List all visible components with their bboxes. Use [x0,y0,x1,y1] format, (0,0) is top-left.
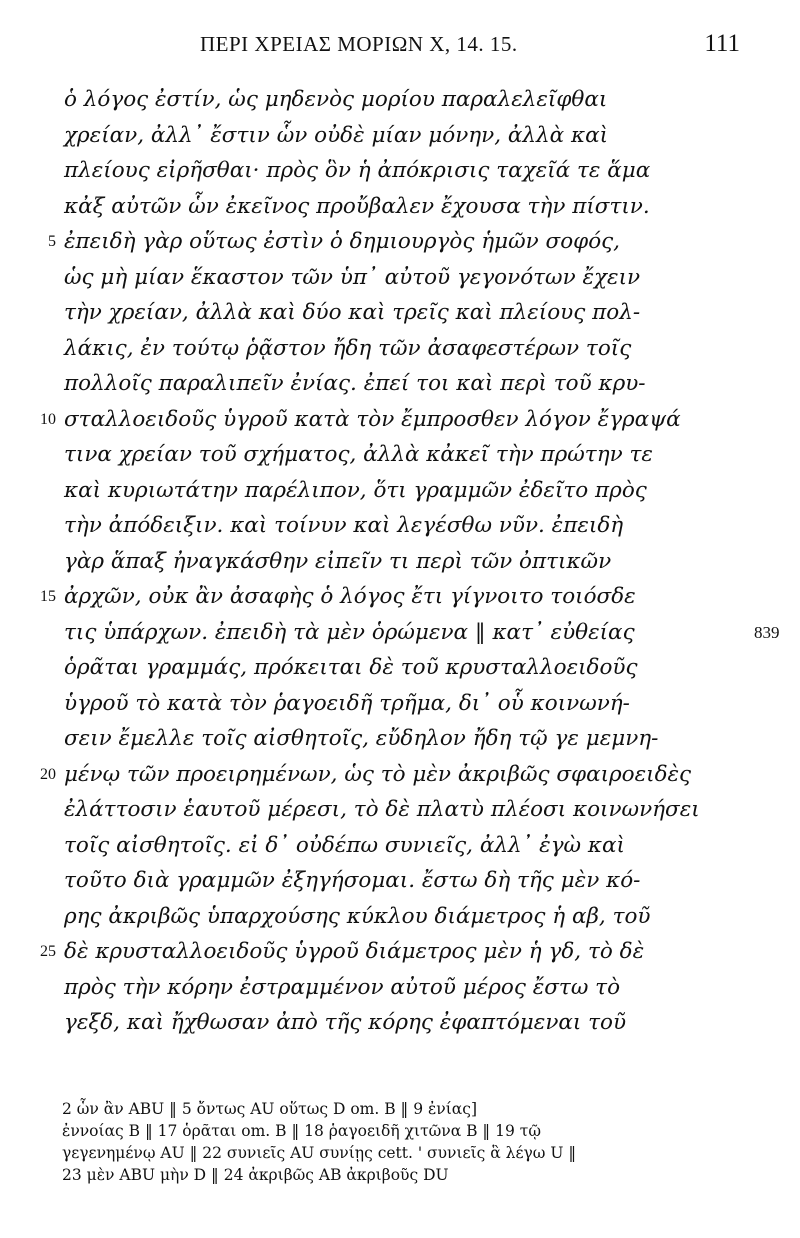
text-line [40,757,754,793]
line-text: τὴν χρείαν, ἀλλὰ καὶ δύο καὶ τρεῖς καὶ πλείους πολ- [64,300,641,325]
text-line [48,224,754,260]
text-line [64,153,754,189]
text-line [64,686,754,722]
line-text: δὲ κρυσταλλοειδοῦς ὑγροῦ διάμετρος μὲν ἡ γδ, τὸ δὲ [64,939,645,964]
margin-page-reference: 839 [754,622,780,642]
line-text: πλείους εἰρῆσθαι· πρὸς ὃν ἡ ἀπόκρισις ταχεῖά τε ἅμα [64,158,651,183]
page-number: 111 [704,30,740,57]
text-line [64,366,754,402]
line-text: σειν ἔμελλε τοῖς αἰσθητοῖς, εὔδηλον ἤδη τῷ γε μεμνη- [64,726,659,751]
footnote-text: 2 ὧν ἂν ABU ‖ 5 ὄντως AU οὕτως D om. B ‖ 9 ἐνίας] [62,1100,478,1118]
text-line [64,721,754,757]
line-text: ὑγροῦ τὸ κατὰ τὸν ῥαγοειδῆ τρῆμα, δι᾽ οὗ κοινωνή- [64,690,630,716]
text-line [64,544,754,580]
text-line [40,579,754,615]
line-text: τοῖς αἰσθητοῖς. εἰ δ᾽ οὐδέπω συνιεῖς, ἀλλ᾽ ἐγὼ καὶ [64,832,625,858]
line-number: 15 [40,588,56,605]
text-line [64,863,754,899]
line-text: μένῳ τῶν προειρημένων, ὡς τὸ μὲν ἀκριβῶς σφαιροειδὲς [64,761,692,787]
footnote-line [62,1098,762,1120]
line-text: τις ὑπάρχων. ἐπειδὴ τὰ μὲν ὁρώμενα ‖ κατ᾽ εὐθείας [64,619,635,645]
line-number: 20 [40,765,56,783]
critical-apparatus [62,1098,762,1186]
line-text: ὁρᾶται γραμμάς, πρόκειται δὲ τοῦ κρυσταλλοειδοῦς [64,655,638,680]
line-text: λάκις, ἐν τούτῳ ῥᾷστον ἤδη τῶν ἀσαφεστέρων τοῖς [64,335,632,361]
line-text: τὴν ἀπόδειξιν. καὶ τοίνυν καὶ λεγέσθω νῦν. ἐπειδὴ [64,513,624,538]
line-text: γεξδ, καὶ ἤχθωσαν ἀπὸ τῆς κόρης ἐφαπτόμεναι τοῦ [64,1010,627,1035]
line-text: καὶ κυριωτάτην παρέλιπον, ὅτι γραμμῶν ἐδεῖτο πρὸς [64,477,647,503]
text-line [40,402,754,438]
main-text [40,82,780,1041]
line-text: πολλοῖς παραλιπεῖν ἐνίας. ἐπεί τοι καὶ περὶ τοῦ κρυ- [64,371,646,396]
text-line [64,650,754,686]
text-line [64,899,754,935]
line-text: τοῦτο διὰ γραμμῶν ἐξηγήσομαι. ἔστω δὴ τῆς μὲν κό- [64,868,641,893]
text-line [64,295,754,331]
text-line [64,331,754,367]
text-line [64,189,754,225]
text-line [64,437,754,473]
line-text: τινα χρείαν τοῦ σχήματος, ἀλλὰ κἀκεῖ τὴν πρώτην τε [64,442,653,467]
line-text: ρης ἀκριβῶς ὑπαρχούσης κύκλου διάμετρος ἡ αβ, τοῦ [64,903,651,929]
line-text: ἐλάττοσιν ἑαυτοῦ μέρεσι, τὸ δὲ πλατὺ πλέοσι κοινωνήσει [64,797,700,822]
footnote-text: γεγενημένῳ AU ‖ 22 συνιεῖς AU συνίῃς cett. ' συνιεῖς ἃ λέγω U ‖ [62,1144,577,1162]
text-line [64,792,754,828]
text-line [64,1005,754,1041]
line-number: 25 [40,943,56,960]
line-text: κἀξ αὐτῶν ὧν ἐκεῖνος προὔβαλεν ἔχουσα τὴν πίστιν. [64,193,650,219]
line-number: 5 [48,233,56,250]
text-line [64,82,754,118]
line-number: 10 [40,410,56,428]
line-text: ἐπειδὴ γὰρ οὕτως ἐστὶν ὁ δημιουργὸς ἡμῶν σοφός, [64,229,621,254]
text-line [40,934,754,970]
text-line [64,828,754,864]
footnote-text: 23 μὲν ABU μὴν D ‖ 24 ἀκριβῶς AB ἀκριβοῦς DU [62,1166,449,1184]
line-text: σταλλοειδοῦς ὑγροῦ κατὰ τὸν ἔμπροσθεν λόγον ἔγραψά [64,406,681,432]
line-text: ὡς μὴ μίαν ἕκαστον τῶν ὑπ᾽ αὐτοῦ γεγονότων ἔχειν [64,264,641,290]
text-line [64,508,754,544]
line-text: ἀρχῶν, οὐκ ἂν ἀσαφὴς ὁ λόγος ἔτι γίγνοιτο τοιόσδε [64,584,636,609]
footnote-text: ἐννοίας B ‖ 17 ὁρᾶται om. B ‖ 18 ῥαγοειδῆ χιτῶνα B ‖ 19 τῷ [62,1122,541,1140]
text-line [64,118,754,154]
footnote-line [62,1142,762,1164]
text-line [64,615,780,651]
line-text: χρείαν, ἀλλ᾽ ἔστιν ὧν οὐδὲ μίαν μόνην, ἀλλὰ καὶ [64,122,609,148]
line-text: γὰρ ἅπαξ ἠναγκάσθην εἰπεῖν τι περὶ τῶν ὀπτικῶν [64,548,612,574]
text-line [64,473,754,509]
footnote-line [62,1120,762,1142]
line-text: πρὸς τὴν κόρην ἐστραμμένον αὐτοῦ μέρος ἔστω τὸ [64,974,621,1000]
running-title: ΠΕΡΙ ΧΡΕΙΑΣ ΜΟΡΙΩΝ X, 14. 15. [200,32,518,56]
text-line [64,970,754,1006]
line-text: ὁ λόγος ἐστίν, ὡς μηδενὸς μορίου παραλελεῖφθαι [64,87,608,112]
footnote-line [62,1164,762,1186]
text-line [64,260,754,296]
